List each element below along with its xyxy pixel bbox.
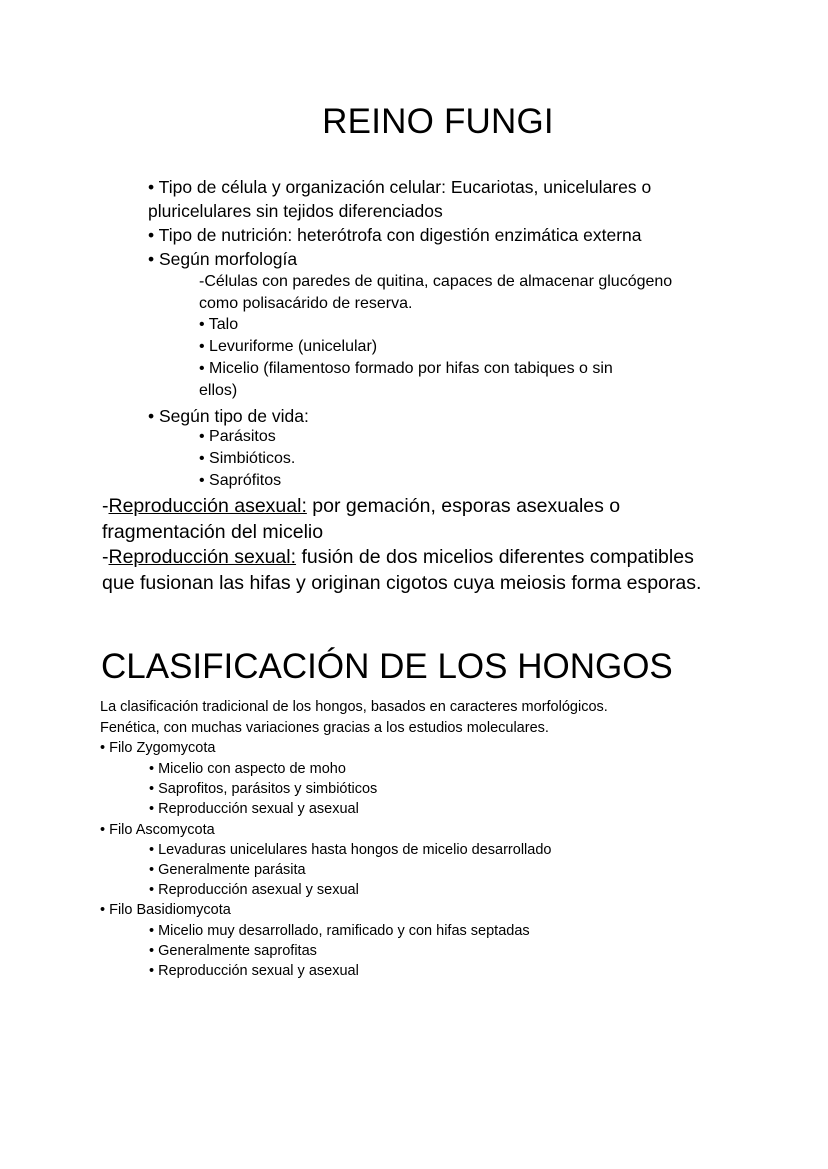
morfologia-item: • Talo [199,316,239,333]
filo-zygomycota: • Filo Zygomycota [100,740,216,756]
morfologia-item: • Micelio (filamentoso formado por hifas con tabiques o sin ellos) [199,360,613,399]
filo-item: • Reproducción sexual y asexual [149,801,359,817]
bullet-tipo-vida: • Según tipo de vida: [148,406,309,426]
bullet-celula: • Tipo de célula y organización celular: Eucariotas, unicelulares o pluricelulares sin tejidos diferenciados [148,177,652,221]
filo-item: • Saprofitos, parásitos y simbióticos [149,781,378,797]
filo-item: • Reproducción asexual y sexual [149,882,359,898]
filo-item: • Generalmente saprofitas [149,943,317,959]
reproduccion-asexual-text: por gemación, esporas asexuales o fragmentación del micelio [102,495,621,543]
filo-item: • Micelio muy desarrollado, ramificado y con hifas septadas [149,923,530,939]
reproduccion-asexual-label: Reproducción asexual: [108,495,307,517]
filo-basidiomycota: • Filo Basidiomycota [100,902,231,918]
filo-item: • Micelio con aspecto de moho [149,761,346,777]
reproduccion-sexual [102,544,722,596]
filo-item: • Reproducción sexual y asexual [149,963,359,979]
morfologia-item: • Levuriforme (unicelular) [199,338,378,355]
reproduccion-asexual [102,493,722,545]
page-title: REINO FUNGI [322,102,554,141]
reproduccion-sexual-label: Reproducción sexual: [108,546,297,568]
bullet-morfologia: • Según morfología [148,249,298,269]
tipo-vida-item: • Saprófitos [199,472,282,489]
section-title: CLASIFICACIÓN DE LOS HONGOS [101,647,673,686]
reproduccion-sexual-text: fusión de dos micelios diferentes compatibles que fusionan las hifas y originan cigotos cuya meiosis forma esporas. [102,546,702,594]
tipo-vida-item: • Parásitos [199,428,276,445]
classification-intro: La clasificación tradicional de los hongos, basados en caracteres morfológicos. Fenética, con muchas variaciones gracias a los estudios moleculares. [100,699,608,736]
reproduccion-sexual-prefix: - [102,546,109,568]
reproduccion-asexual-prefix: - [102,495,109,517]
tipo-vida-item: • Simbióticos. [199,450,296,467]
morfologia-intro: -Células con paredes de quitina, capaces de almacenar glucógeno como polisacárido de reserva. [199,273,673,312]
filo-item: • Generalmente parásita [149,862,306,878]
bullet-nutricion: • Tipo de nutrición: heterótrofa con digestión enzimática externa [148,225,642,245]
filo-item: • Levaduras unicelulares hasta hongos de micelio desarrollado [149,842,552,858]
filo-ascomycota: • Filo Ascomycota [100,822,215,838]
